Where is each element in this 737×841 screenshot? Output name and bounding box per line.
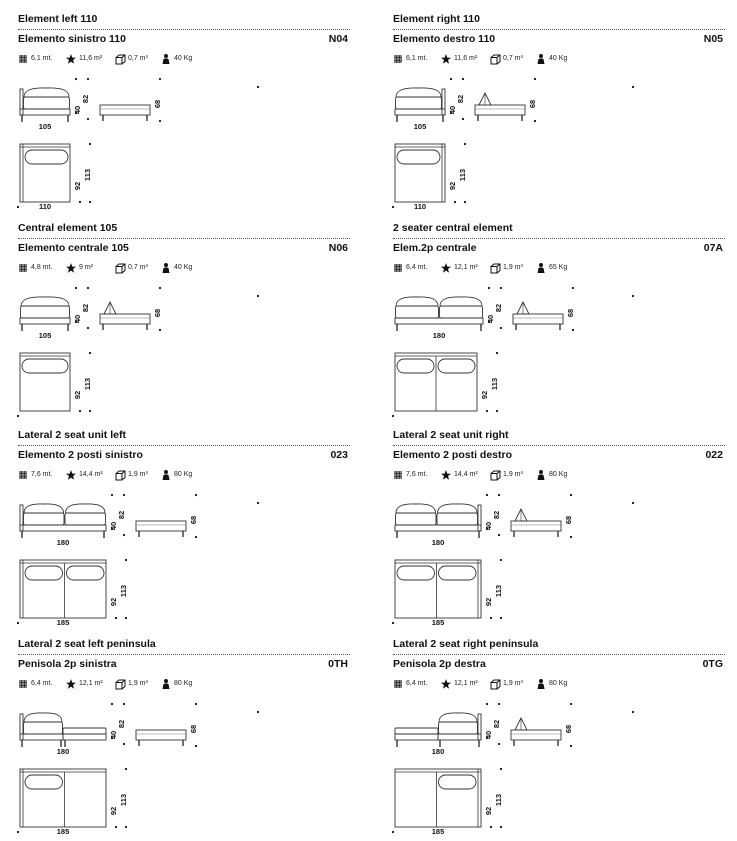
product-code: 0TG bbox=[702, 658, 723, 670]
title-italian: Elemento 2 posti sinistro bbox=[18, 449, 143, 461]
volume-cube-icon bbox=[115, 679, 126, 690]
dim-plan-width: 185 bbox=[431, 618, 445, 627]
dim-plan-width: 110 bbox=[38, 202, 52, 211]
dim-front-width: 180 bbox=[431, 538, 445, 547]
dim-side-height: 68 bbox=[528, 99, 537, 109]
technical-drawing bbox=[18, 286, 350, 422]
dim-depth-total: 113 bbox=[83, 377, 92, 391]
dim-depth-seat: 92 bbox=[109, 597, 118, 607]
weight-person-icon bbox=[161, 54, 171, 65]
length-icon bbox=[393, 263, 403, 273]
product-card-n06: Central element 105 Elemento centrale 105 N06 4,8 mt. 9 m² 0,7 m³ 40 Kg 105 40 82 68 92 113 bbox=[18, 222, 350, 422]
volume-cube-icon bbox=[115, 263, 126, 274]
title-italian: Penisola 2p destra bbox=[393, 658, 486, 670]
drawing-svg bbox=[393, 77, 725, 213]
drawing-svg bbox=[393, 286, 725, 422]
dim-back-height: 82 bbox=[456, 94, 465, 104]
dim-side-height: 68 bbox=[153, 308, 162, 318]
length-icon bbox=[393, 470, 403, 480]
dim-back-height: 82 bbox=[117, 719, 126, 729]
drawing-svg bbox=[393, 702, 725, 838]
volume-cube-icon bbox=[490, 263, 501, 274]
technical-drawing bbox=[393, 493, 725, 629]
product-code: N04 bbox=[328, 33, 348, 45]
title-english: Lateral 2 seat unit right bbox=[393, 429, 509, 441]
dim-back-height: 82 bbox=[117, 510, 126, 520]
title-italian: Elem.2p centrale bbox=[393, 242, 477, 254]
length-icon bbox=[18, 263, 28, 273]
technical-drawing bbox=[393, 286, 725, 422]
title-english: Lateral 2 seat left peninsula bbox=[18, 638, 156, 650]
product-card-0th: Lateral 2 seat left peninsula Penisola 2p sinistra 0TH 6,4 mt. 12,1 m² 1,9 m³ 80 Kg 180 40 82 68 92 113 185 bbox=[18, 638, 348, 836]
dim-depth-seat: 92 bbox=[73, 390, 82, 400]
length-icon bbox=[18, 679, 28, 689]
dim-depth-seat: 92 bbox=[484, 597, 493, 607]
volume-cube-icon bbox=[115, 470, 126, 481]
title-italian: Elemento destro 110 bbox=[393, 33, 496, 45]
product-card-022: Lateral 2 seat unit right Elemento 2 posti destro 022 7,6 mt. 14,4 m² 1,9 m³ 80 Kg 180 40 82 68 92 113 185 bbox=[393, 429, 723, 627]
product-card-023: Lateral 2 seat unit left Elemento 2 posti sinistro 023 7,6 mt. 14,4 m² 1,9 m³ 80 Kg 180 40 82 68 92 113 185 bbox=[18, 429, 348, 627]
area-star-icon bbox=[66, 679, 76, 689]
dim-plan-width: 110 bbox=[413, 202, 427, 211]
technical-drawing bbox=[393, 77, 725, 213]
volume-cube-icon bbox=[490, 679, 501, 690]
title-english: Central element 105 bbox=[18, 222, 118, 234]
dim-seat-height: 40 bbox=[484, 521, 493, 531]
title-english: Lateral 2 seat right peninsula bbox=[393, 638, 539, 650]
title-italian: Elemento 2 posti destro bbox=[393, 449, 513, 461]
dim-depth-total: 113 bbox=[490, 377, 499, 391]
divider bbox=[393, 238, 725, 239]
product-code: N05 bbox=[703, 33, 723, 45]
weight-person-icon bbox=[161, 470, 171, 481]
divider bbox=[393, 654, 725, 655]
drawing-svg bbox=[18, 493, 350, 629]
dim-plan-width: 185 bbox=[56, 827, 70, 836]
product-card-n04: Element left 110 Elemento sinistro 110 N04 6,1 mt. 11,6 m² 0,7 m³ 40 Kg 105 40 82 68 92 113 110 bbox=[18, 13, 348, 211]
title-english: Lateral 2 seat unit left bbox=[18, 429, 126, 441]
area-star-icon bbox=[66, 470, 76, 480]
drawing-svg bbox=[18, 286, 350, 422]
dim-depth-seat: 92 bbox=[480, 390, 489, 400]
divider bbox=[18, 654, 350, 655]
dim-seat-height: 40 bbox=[486, 314, 495, 324]
area-star-icon bbox=[66, 54, 76, 64]
dim-side-height: 68 bbox=[189, 724, 198, 734]
volume-cube-icon bbox=[490, 54, 501, 65]
divider bbox=[393, 29, 725, 30]
product-card-07a: 2 seater central element Elem.2p centrale 07A 6,4 mt. 12,1 m² 1,9 m³ 65 Kg 180 40 82 68 92 113 bbox=[393, 222, 725, 422]
dim-front-width: 105 bbox=[38, 331, 52, 340]
product-card-0tg: Lateral 2 seat right peninsula Penisola 2p destra 0TG 6,4 mt. 12,1 m² 1,9 m³ 80 Kg 180 40 82 68 92 113 185 bbox=[393, 638, 723, 836]
drawing-svg bbox=[18, 702, 350, 838]
dim-depth-total: 113 bbox=[494, 793, 503, 807]
drawing-svg bbox=[393, 493, 725, 629]
product-card-n05: Element right 110 Elemento destro 110 N05 6,1 mt. 11,6 m² 0,7 m³ 40 Kg 105 40 82 68 92 113 110 bbox=[393, 13, 723, 211]
technical-drawing bbox=[393, 702, 725, 838]
dim-back-height: 82 bbox=[81, 94, 90, 104]
dim-depth-total: 113 bbox=[83, 168, 92, 182]
divider bbox=[393, 445, 725, 446]
dim-depth-seat: 92 bbox=[448, 181, 457, 191]
dim-front-width: 180 bbox=[56, 538, 70, 547]
title-english: Element right 110 bbox=[393, 13, 480, 25]
dim-seat-height: 40 bbox=[109, 730, 118, 740]
dim-depth-total: 113 bbox=[494, 584, 503, 598]
length-icon bbox=[18, 470, 28, 480]
title-english: Element left 110 bbox=[18, 13, 98, 25]
dim-plan-width: 185 bbox=[431, 827, 445, 836]
dim-front-width: 180 bbox=[56, 747, 70, 756]
dim-seat-height: 40 bbox=[484, 730, 493, 740]
dim-back-height: 82 bbox=[492, 719, 501, 729]
dim-front-width: 105 bbox=[38, 122, 52, 131]
dim-side-height: 68 bbox=[189, 515, 198, 525]
divider bbox=[18, 238, 350, 239]
title-italian: Elemento centrale 105 bbox=[18, 242, 129, 254]
weight-person-icon bbox=[536, 263, 546, 274]
dim-front-width: 105 bbox=[413, 122, 427, 131]
dim-front-width: 180 bbox=[432, 331, 446, 340]
volume-cube-icon bbox=[115, 54, 126, 65]
divider bbox=[18, 29, 350, 30]
dim-back-height: 82 bbox=[81, 303, 90, 313]
weight-person-icon bbox=[536, 470, 546, 481]
length-icon bbox=[18, 54, 28, 64]
product-code: 0TH bbox=[328, 658, 348, 670]
dim-depth-seat: 92 bbox=[109, 806, 118, 816]
dim-depth-total: 113 bbox=[458, 168, 467, 182]
dim-side-height: 68 bbox=[566, 308, 575, 318]
weight-person-icon bbox=[161, 679, 171, 690]
dim-depth-seat: 92 bbox=[73, 181, 82, 191]
dim-plan-width: 185 bbox=[56, 618, 70, 627]
length-icon bbox=[393, 54, 403, 64]
weight-person-icon bbox=[536, 54, 546, 65]
dim-depth-seat: 92 bbox=[484, 806, 493, 816]
dim-side-height: 68 bbox=[564, 724, 573, 734]
length-icon bbox=[393, 679, 403, 689]
weight-person-icon bbox=[536, 679, 546, 690]
technical-drawing bbox=[18, 77, 350, 213]
drawing-svg bbox=[18, 77, 350, 213]
volume-cube-icon bbox=[490, 470, 501, 481]
title-italian: Penisola 2p sinistra bbox=[18, 658, 117, 670]
technical-drawing bbox=[18, 702, 350, 838]
product-code: 022 bbox=[705, 449, 723, 461]
dim-side-height: 68 bbox=[564, 515, 573, 525]
area-star-icon bbox=[441, 679, 451, 689]
technical-drawing bbox=[18, 493, 350, 629]
divider bbox=[18, 445, 350, 446]
dim-side-height: 68 bbox=[153, 99, 162, 109]
area-star-icon bbox=[441, 54, 451, 64]
dim-seat-height: 40 bbox=[448, 105, 457, 115]
dim-seat-height: 40 bbox=[109, 521, 118, 531]
title-english: 2 seater central element bbox=[393, 222, 513, 234]
dim-seat-height: 40 bbox=[73, 314, 82, 324]
dim-depth-total: 113 bbox=[119, 793, 128, 807]
area-star-icon bbox=[441, 470, 451, 480]
dim-front-width: 180 bbox=[431, 747, 445, 756]
dim-depth-total: 113 bbox=[119, 584, 128, 598]
dim-seat-height: 40 bbox=[73, 105, 82, 115]
dim-back-height: 82 bbox=[494, 303, 503, 313]
product-code: 07A bbox=[703, 242, 723, 254]
title-italian: Elemento sinistro 110 bbox=[18, 33, 126, 45]
product-code: 023 bbox=[330, 449, 348, 461]
area-star-icon bbox=[66, 263, 76, 273]
dim-back-height: 82 bbox=[492, 510, 501, 520]
product-code: N06 bbox=[328, 242, 348, 254]
area-star-icon bbox=[441, 263, 451, 273]
weight-person-icon bbox=[161, 263, 171, 274]
